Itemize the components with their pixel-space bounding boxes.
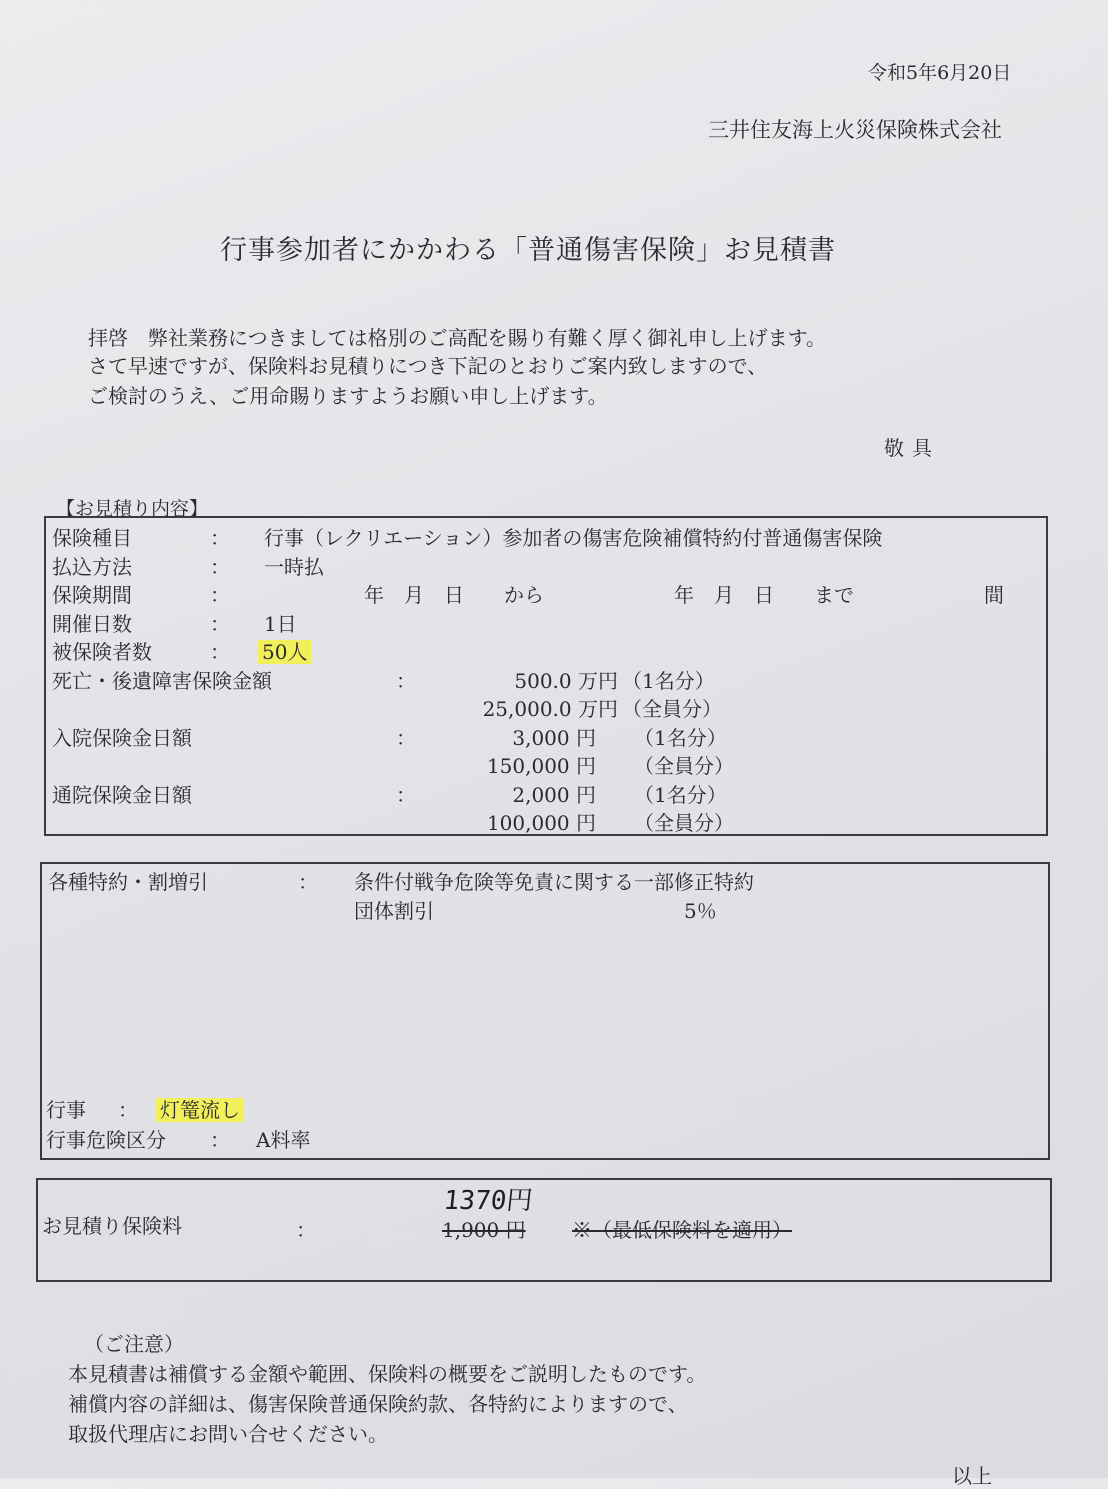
hospital-benefit-label: 入院保険金日額: [52, 726, 192, 750]
payment-method-label: 払込方法: [52, 555, 132, 579]
notice-line-1: 本見積書は補償する金額や範囲、保険料の概要をご説明したものです。: [68, 1362, 707, 1386]
outpatient-note-per-person: （1名分）: [634, 783, 727, 807]
death-amount-per-person: 500.0 万円: [514, 669, 618, 693]
colon: ：: [296, 1218, 316, 1242]
period-unit: 間: [984, 583, 1004, 607]
notice-line-3: 取扱代理店にお問い合せください。: [68, 1422, 388, 1446]
handwritten-premium: 1370円: [442, 1186, 534, 1216]
outpatient-amount-per-person: 2,000 円: [512, 783, 596, 807]
event-days-label: 開催日数: [52, 612, 132, 636]
closing-phrase: 敬具: [884, 436, 940, 460]
special-term-1: 条件付戦争危険等免責に関する一部修正特約: [354, 870, 754, 894]
struck-premium-amount: 1,900 円: [442, 1218, 526, 1242]
insured-count-highlight: [258, 636, 311, 665]
payment-method-value: 一時払: [264, 555, 324, 579]
insured-count-label: 被保険者数: [52, 640, 152, 664]
event-name: 灯篭流し: [156, 1098, 244, 1122]
notice-line-2: 補償内容の詳細は、傷害保険普通保険約款、各特約によりますので、: [68, 1392, 688, 1416]
hospital-amount-per-person: 3,000 円: [512, 726, 596, 750]
group-discount-value: 5％: [684, 899, 717, 923]
colon: ：: [396, 783, 416, 807]
special-terms-label: 各種特約・割増引: [48, 870, 208, 894]
death-amount-total: 25,000.0 万円: [482, 697, 618, 721]
event-risk-value: A料率: [256, 1128, 311, 1152]
colon: ：: [210, 1128, 230, 1152]
company-name: 三井住友海上火災保険株式会社: [708, 118, 1002, 142]
outpatient-benefit-label: 通院保険金日額: [52, 783, 192, 807]
greeting-line-1: 拝啓 弊社業務につきましては格別のご高配を賜り有難く厚く御礼申し上げます。: [88, 326, 826, 350]
colon: ：: [118, 1098, 138, 1122]
struck-minimum-note: ※（最低保険料を適用）: [572, 1218, 792, 1242]
quote-section-label: 【お見積り内容】: [56, 498, 209, 520]
colon: ：: [298, 870, 318, 894]
greeting-line-3: ご検討のうえ、ご用命賜りますようお願い申し上げます。: [88, 384, 608, 408]
premium-box: [36, 1178, 1052, 1282]
period-from: 年 月 日 から: [364, 583, 544, 607]
group-discount-label: 団体割引: [354, 899, 434, 923]
colon: ：: [210, 583, 230, 607]
hospital-note-total: （全員分）: [634, 754, 734, 778]
event-days-value: 1日: [264, 612, 297, 636]
colon: ：: [396, 726, 416, 750]
colon: ：: [210, 640, 230, 664]
insurance-type-value: 行事（レクリエーション）参加者の傷害危険補償特約付普通傷害保険: [264, 526, 883, 550]
death-note-per-person: （1名分）: [622, 669, 715, 693]
notice-heading: （ご注意）: [84, 1332, 184, 1356]
greeting-line-2: さて早速ですが、保険料お見積りにつき下記のとおりご案内致しますので、: [88, 354, 768, 378]
insured-count-value: 50人: [258, 640, 311, 664]
colon: ：: [210, 526, 230, 550]
event-label: 行事: [46, 1098, 86, 1122]
outpatient-amount-total: 100,000 円: [486, 811, 596, 835]
insurance-type-label: 保険種目: [52, 526, 132, 550]
outpatient-note-total: （全員分）: [634, 811, 734, 835]
hospital-note-per-person: （1名分）: [634, 726, 727, 750]
death-note-total: （全員分）: [622, 697, 722, 721]
hospital-amount-total: 150,000 円: [486, 754, 596, 778]
event-risk-label: 行事危険区分: [46, 1128, 166, 1152]
colon: ：: [210, 555, 230, 579]
premium-label: お見積り保険料: [42, 1214, 182, 1238]
period-to: 年 月 日 まで: [674, 583, 854, 607]
colon: ：: [210, 612, 230, 636]
colon: ：: [396, 669, 416, 693]
document-title: 行事参加者にかかわる「普通傷害保険」お見積書: [220, 235, 836, 266]
event-name-highlight: [156, 1094, 244, 1123]
document-date: 令和5年6月20日: [868, 62, 1012, 84]
document-end-mark: 以上: [952, 1464, 992, 1488]
death-benefit-label: 死亡・後遺障害保険金額: [52, 669, 272, 693]
period-label: 保険期間: [52, 583, 132, 607]
